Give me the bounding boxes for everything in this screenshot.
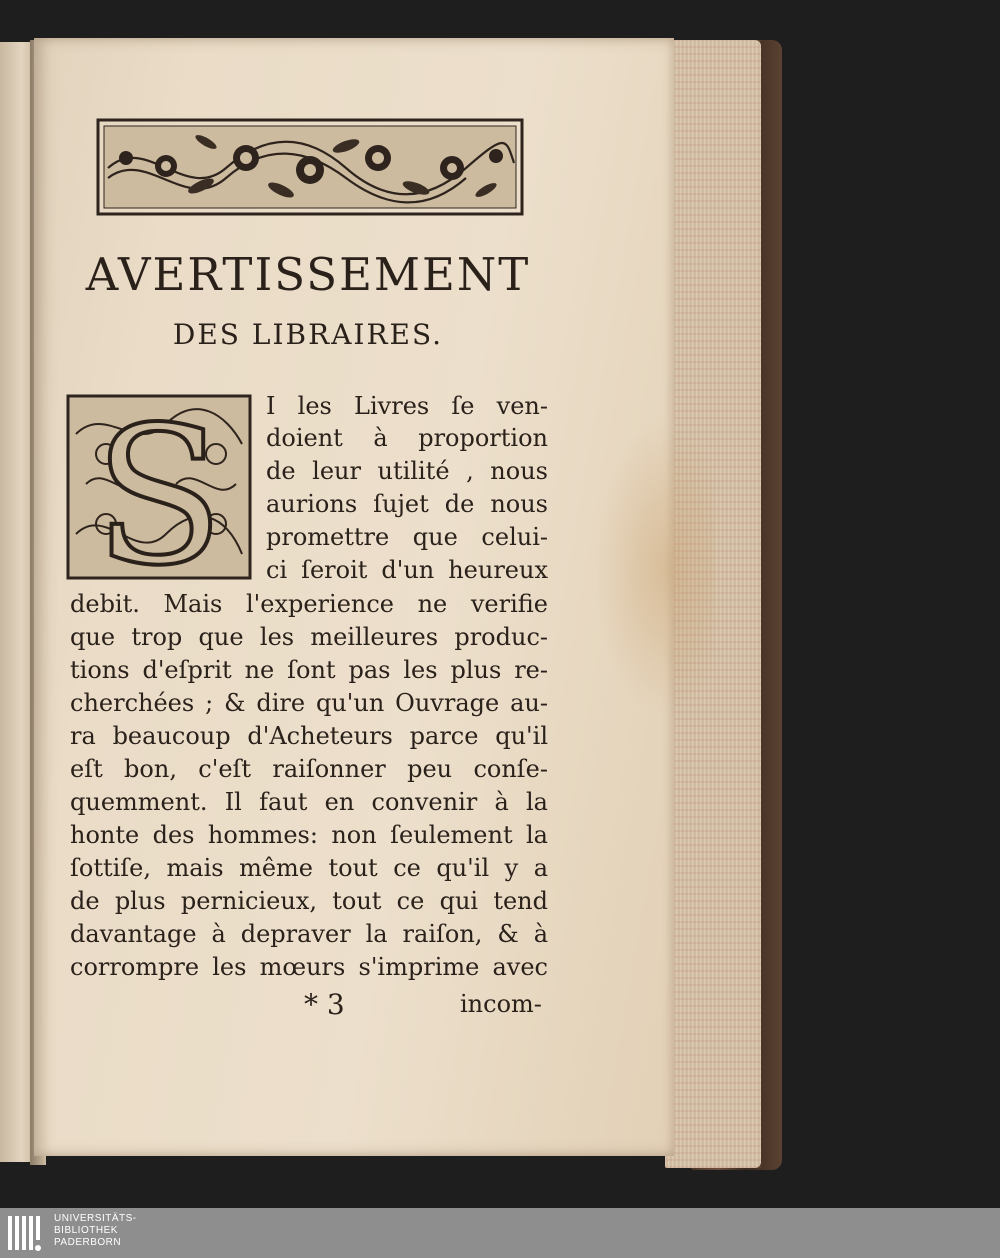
drop-cap-letter: S [93, 394, 225, 580]
page-stain [594, 418, 714, 718]
text-line: quemment. Il faut en convenir à la [70, 788, 548, 816]
page-title: AVERTISSEMENT [85, 248, 531, 301]
decorated-initial [66, 394, 252, 580]
catchword: incom- [460, 990, 542, 1018]
text-line: doient à proportion [266, 424, 548, 452]
text-line: que trop que les meilleures produc- [70, 623, 548, 651]
floral-headpiece-ornament [96, 118, 524, 216]
text-line: davantage à depraver la raiſon, & à [70, 920, 548, 948]
text-line: cherchées ; & dire qu'un Ouvrage au- [70, 689, 548, 717]
logo-line: PADERBORN [54, 1237, 122, 1248]
signature-mark: * 3 [304, 988, 345, 1021]
text-line: I les Livres ſe ven- [266, 392, 548, 420]
text-line: ci ſeroit d'un heureux [266, 556, 548, 584]
text-line: promettre que celui- [266, 523, 548, 551]
text-line: corrompre les mœurs s'imprime avec [70, 953, 548, 981]
text-line: ſottiſe, mais même tout ce qu'il y a [70, 854, 548, 882]
text-line: de plus pernicieux, tout ce qui tend [70, 887, 548, 915]
footer-bar [0, 1208, 1000, 1258]
text-line: honte des hommes: non ſeulement la [70, 821, 548, 849]
text-line: aurions ſujet de nous [266, 490, 548, 518]
logo-line: BIBLIOTHEK [54, 1225, 118, 1236]
text-line: ra beaucoup d'Acheteurs parce qu'il [70, 722, 548, 750]
text-line: eſt bon, c'eſt raiſonner peu conſe- [70, 755, 548, 783]
text-line: tions d'eſprit ne ſont pas les plus re- [70, 656, 548, 684]
logo-line: UNIVERSITÄTS- [54, 1213, 137, 1224]
text-line: de leur utilité , nous [266, 457, 548, 485]
library-logo-icon [6, 1212, 46, 1254]
text-line: debit. Mais l'experience ne verifie [70, 590, 548, 618]
page-subtitle: DES LIBRAIRES. [172, 318, 444, 351]
library-logo-text [54, 1213, 137, 1249]
